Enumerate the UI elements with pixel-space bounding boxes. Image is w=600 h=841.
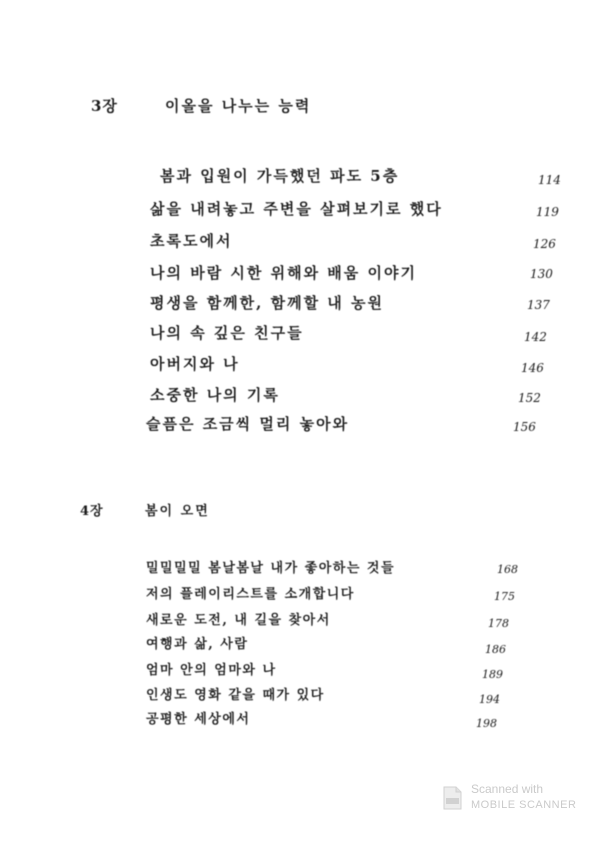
toc-entry-page: 114 [538, 173, 561, 187]
toc-entry-title: 삶을 내려놓고 주변을 살펴보기로 했다 [150, 200, 443, 218]
toc-entry-title: 초록도에서 [150, 232, 233, 250]
toc-entry [0, 413, 600, 439]
toc-entry-title: 밀밀밀밀 봄날봄날 내가 좋아하는 것들 [146, 561, 396, 576]
toc-entry-page: 152 [518, 391, 541, 405]
toc-entry [0, 609, 600, 635]
toc-entry [0, 633, 600, 659]
toc-entry [0, 659, 600, 685]
scanner-watermark [443, 781, 583, 815]
toc-entry-title: 새로운 도전, 내 길을 찾아서 [146, 613, 331, 628]
watermark-line-1: Scanned with [471, 782, 544, 796]
toc-entry-title: 슬픔은 조금씩 멀리 놓아와 [146, 415, 350, 433]
toc-entry [0, 198, 600, 224]
toc-entry [0, 708, 600, 734]
chapter-3-number: 3장 [91, 97, 118, 115]
toc-entry [0, 230, 600, 256]
toc-entry-page: 178 [488, 617, 509, 630]
pdf-document-icon [443, 786, 462, 810]
toc-entry-page: 119 [536, 205, 559, 219]
toc-entry [0, 583, 600, 609]
toc-entry [0, 165, 600, 191]
toc-entry [0, 353, 600, 379]
toc-entry-page: 126 [533, 237, 556, 251]
toc-entry [0, 322, 600, 348]
toc-entry-page: 175 [494, 590, 515, 603]
toc-entry [0, 262, 600, 288]
toc-entry-page: 156 [513, 420, 536, 434]
toc-entry [0, 557, 600, 583]
toc-entry-page: 146 [521, 361, 544, 375]
toc-entry-page: 130 [530, 267, 553, 281]
toc-entry-page: 198 [476, 717, 497, 730]
toc-entry-page: 189 [482, 668, 503, 681]
toc-entry-page: 168 [497, 563, 518, 576]
toc-entry-page: 186 [485, 643, 506, 656]
toc-entry-title: 나의 바람 시한 위해와 배움 이야기 [150, 264, 417, 282]
watermark-line-2: MOBILE SCANNER [471, 799, 577, 811]
toc-entry-page: 142 [524, 330, 547, 344]
toc-entry-title: 봄과 입원이 가득했던 파도 5층 [160, 167, 400, 185]
toc-entry-page: 137 [527, 298, 550, 312]
chapter-3-title: 이올을 나누는 능력 [165, 97, 312, 115]
toc-entry-title: 아버지와 나 [150, 355, 240, 373]
toc-entry [0, 292, 600, 318]
chapter-4-number: 4장 [80, 504, 104, 519]
toc-entry [0, 384, 600, 410]
toc-entry-title: 인생도 영화 같을 때가 있다 [146, 688, 325, 703]
toc-entry-title: 소중한 나의 기록 [150, 386, 280, 404]
toc-entry [0, 684, 600, 710]
toc-entry-title: 공평한 세상에서 [146, 712, 251, 727]
toc-entry-page: 194 [479, 693, 500, 706]
toc-entry-title: 저의 플레이리스트를 소개합니다 [146, 587, 355, 602]
toc-entry-title: 엄마 안의 엄마와 나 [146, 663, 277, 678]
chapter-4-title: 봄이 오면 [145, 504, 210, 519]
toc-entry-title: 나의 속 깊은 친구들 [150, 324, 304, 342]
toc-entry-title: 평생을 함께한, 함께할 내 농원 [150, 294, 384, 312]
toc-entry-title: 여행과 삶, 사람 [146, 637, 249, 652]
